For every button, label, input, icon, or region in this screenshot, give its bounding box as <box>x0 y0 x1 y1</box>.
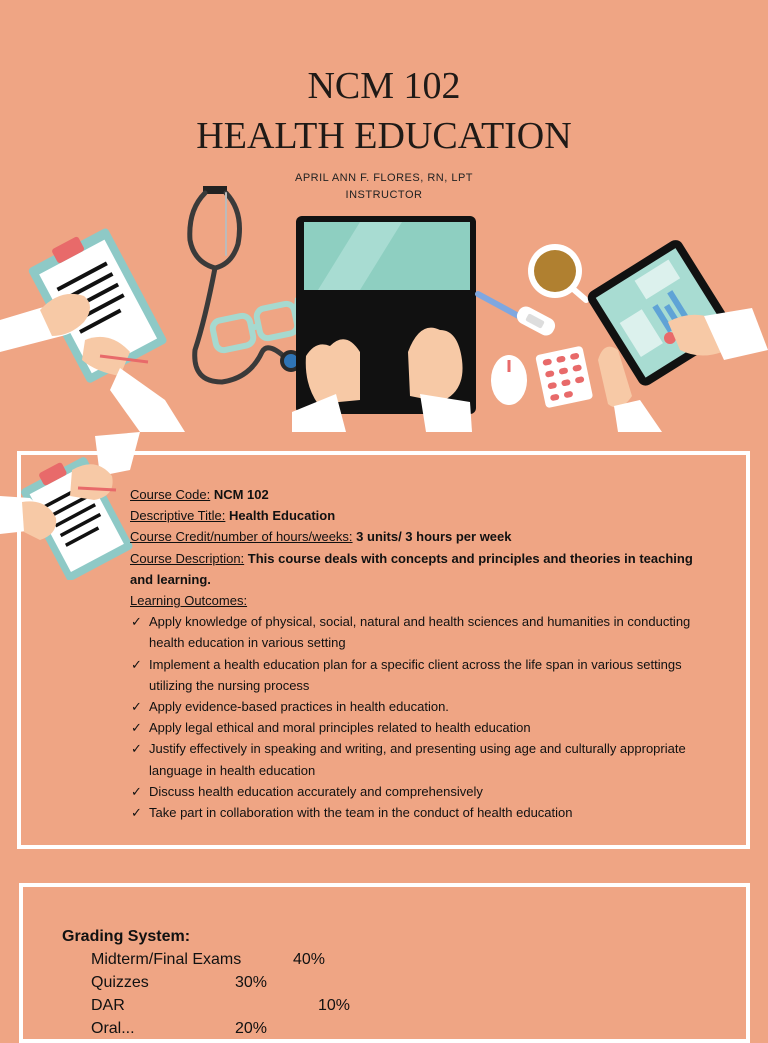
instructor-name: APRIL ANN F. FLORES, RN, LPT <box>294 172 474 184</box>
descriptive-title-value: Health Education <box>229 508 336 524</box>
check-icon: ✓ <box>131 699 142 715</box>
tablet-icon <box>585 237 768 432</box>
descriptive-title-row <box>130 505 710 526</box>
descriptive-title-label: Descriptive Title: <box>130 508 226 524</box>
grading-row <box>62 994 351 1017</box>
check-icon: ✓ <box>131 783 142 799</box>
course-code-value: NCM 102 <box>213 487 269 502</box>
grading-heading: Grading System: <box>62 928 191 945</box>
check-icon: ✓ <box>131 656 142 672</box>
course-description-value: This course deals with concepts and principles and theories in teaching and learning. <box>130 550 693 587</box>
outcome-text: Apply evidence-based practices in health education. <box>149 699 449 715</box>
outcome-text: Discuss health education accurately and comprehensively <box>149 783 483 799</box>
glasses-icon <box>211 298 298 352</box>
grading-item-pct: 40% <box>293 951 326 968</box>
learning-outcomes-list <box>130 611 710 823</box>
course-credit-value: 3 units/ 3 hours per week <box>356 529 512 545</box>
page-title-line1: NCM 102 <box>307 65 461 107</box>
grading-item-name: DAR <box>91 997 125 1014</box>
list-item <box>130 611 710 653</box>
mouse-icon <box>491 355 527 405</box>
list-item <box>130 738 710 780</box>
course-description-label: Course Description: <box>130 550 245 566</box>
learning-outcomes-heading <box>130 590 710 611</box>
outcome-text: Take part in collaboration with the team in the conduct of health education <box>149 805 573 821</box>
clipboard-icon <box>0 222 185 432</box>
outcome-text: Apply legal ethical and moral principles related to health education <box>149 720 531 736</box>
thermometer-icon <box>478 294 558 338</box>
grading-row <box>62 948 326 971</box>
stethoscope-icon <box>190 186 300 382</box>
course-code-row <box>130 484 710 505</box>
instructor-role: INSTRUCTOR <box>345 189 423 201</box>
outcome-text: Apply knowledge of physical, social, natural and health sciences and humanities in conducting health education in various setting <box>149 614 691 651</box>
outcome-text: Justify effectively in speaking and writing, and presenting using age and culturally appropriate language in health education <box>149 741 686 778</box>
course-credit-row <box>130 526 710 547</box>
grading-row <box>62 1017 268 1040</box>
list-item <box>130 654 710 696</box>
grading-item-pct: 10% <box>318 997 351 1014</box>
grading-item-name: Quizzes <box>91 974 149 991</box>
course-description-row <box>130 548 710 590</box>
course-code-label: Course Code: <box>130 487 211 502</box>
check-icon: ✓ <box>131 741 142 757</box>
list-item <box>130 802 710 823</box>
outcome-text: Implement a health education plan for a specific client across the life span in various settings utilizing the nursing process <box>149 656 682 693</box>
learning-outcomes-label: Learning Outcomes: <box>130 593 248 609</box>
grading-item-name: Oral... <box>91 1020 135 1037</box>
check-icon: ✓ <box>131 614 142 630</box>
grading-item-pct: 30% <box>235 974 268 991</box>
grading-system <box>62 925 351 1040</box>
course-info <box>130 484 710 823</box>
pills-icon <box>535 346 593 409</box>
coffee-cup-icon <box>528 244 586 300</box>
check-icon: ✓ <box>131 720 142 736</box>
laptop-icon <box>292 216 476 432</box>
list-item <box>130 717 710 738</box>
list-item <box>130 696 710 717</box>
course-credit-label: Course Credit/number of hours/weeks: <box>130 529 353 545</box>
grading-item-name: Midterm/Final Exams <box>91 951 242 968</box>
grading-row <box>62 971 268 994</box>
list-item <box>130 781 710 802</box>
page-title-line2: HEALTH EDUCATION <box>196 115 572 157</box>
check-icon: ✓ <box>131 805 142 821</box>
grading-item-pct: 20% <box>235 1020 268 1037</box>
